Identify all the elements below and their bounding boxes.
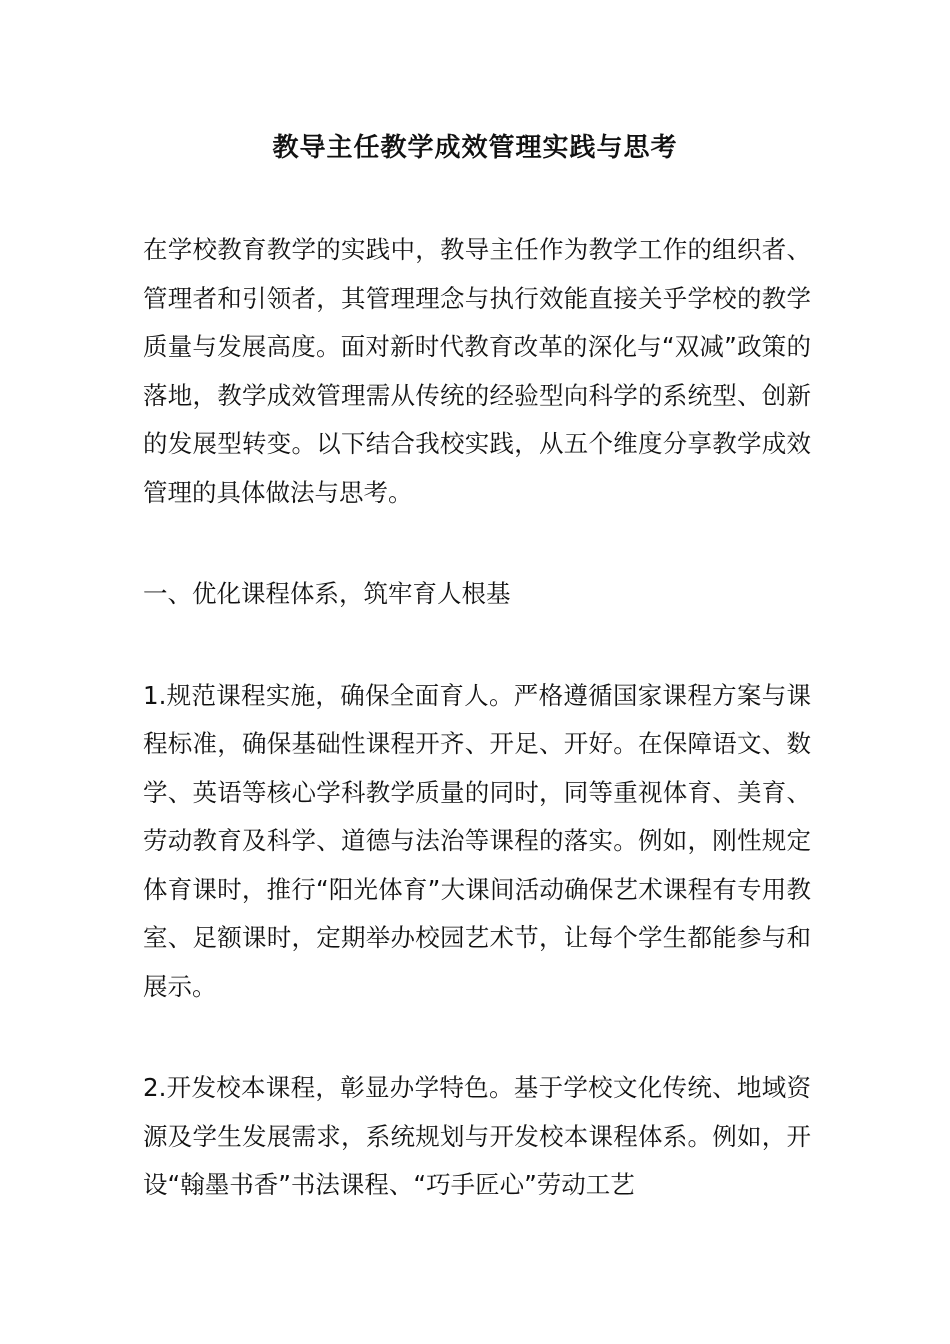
paragraph-spacer [143, 517, 811, 570]
section-heading: 一、优化课程体系，筑牢育人根基 [143, 579, 511, 608]
paragraph-spacer [143, 1011, 811, 1064]
document-body [143, 226, 811, 1210]
point-2-paragraph: 2.开发校本课程，彰显办学特色。基于学校文化传统、地域资源及学生发展需求，系统规划与开发校本课程体系。例如，开设“翰墨书香”书法课程、“巧手匠心”劳动工艺 [143, 1073, 811, 1199]
point-1-paragraph: 1.规范课程实施，确保全面育人。严格遵循国家课程方案与课程标准，确保基础性课程开齐、开足、开好。在保障语文、数学、英语等核心学科教学质量的同时，同等重视体育、美育、劳动教育及科学、道德与法治等课程的落实。例如，刚性规定体育课时，推行“阳光体育”大课间活动确保艺术课程有专用教室、足额课时，定期举办校园艺术节，让每个学生都能参与和展示。 [143, 680, 811, 1001]
intro-paragraph: 在学校教育教学的实践中，教导主任作为教学工作的组织者、管理者和引领者，其管理理念与执行效能直接关乎学校的教学质量与发展高度。面对新时代教育改革的深化与“双减”政策的落地，教学成效管理需从传统的经验型向科学的系统型、创新的发展型转变。以下结合我校实践，从五个维度分享教学成效管理的具体做法与思考。 [143, 235, 811, 507]
document-title: 教导主任教学成效管理实践与思考 [272, 133, 678, 163]
paragraph-spacer [143, 619, 811, 672]
